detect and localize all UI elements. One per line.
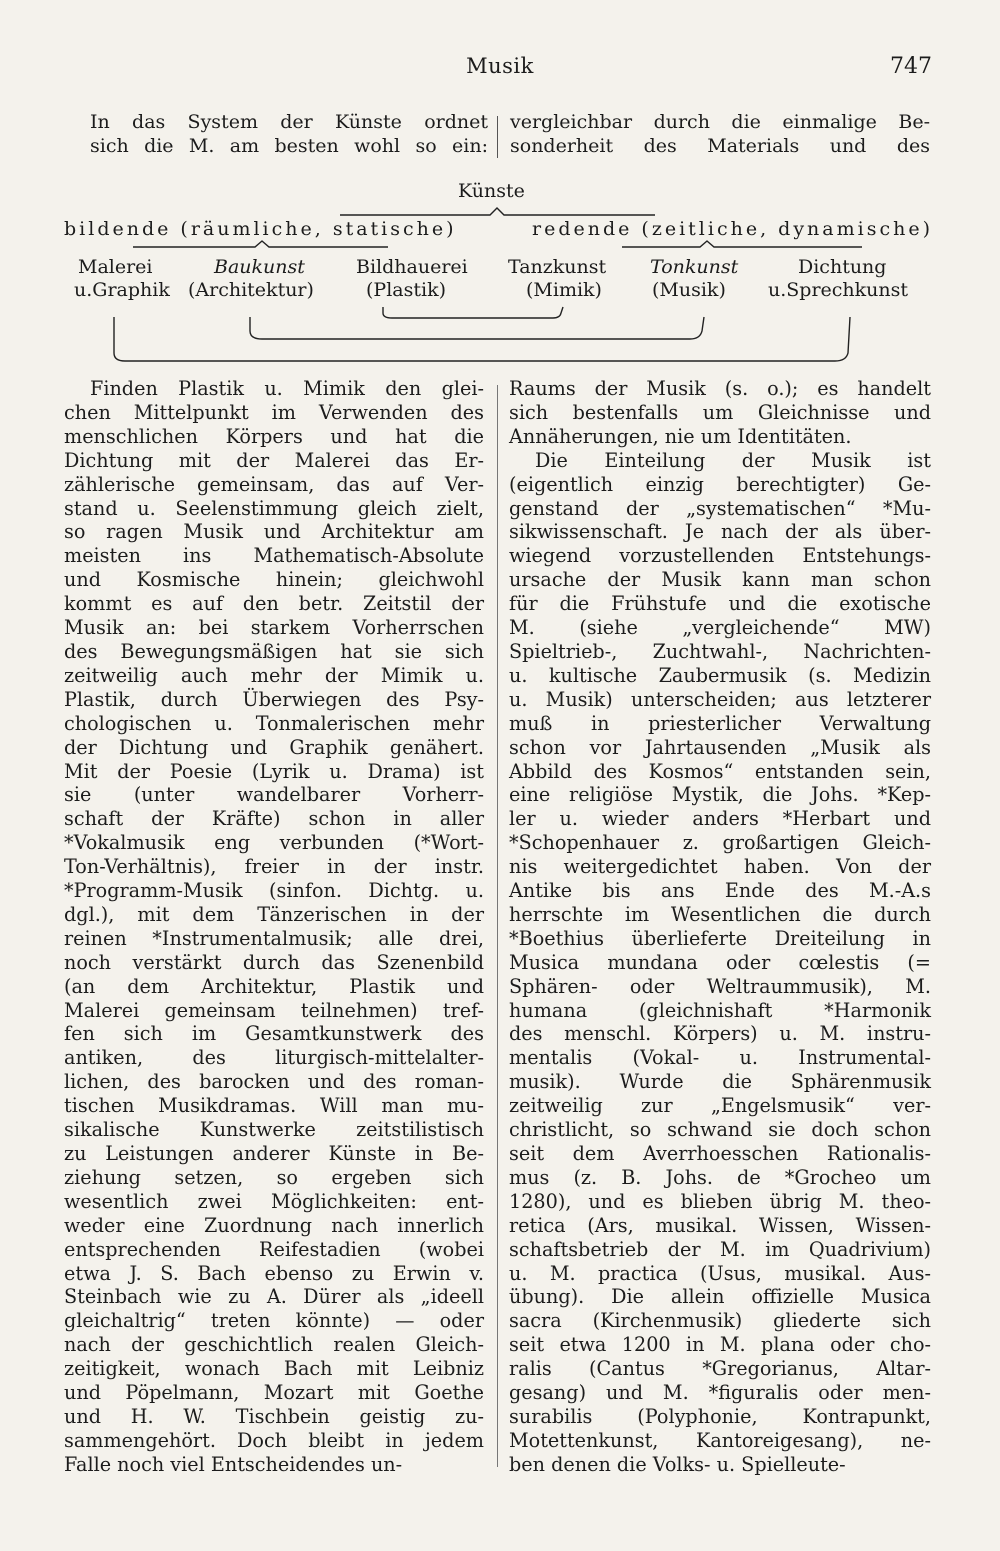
text-line: ralis (Cantus *Gregorianus, Altar- bbox=[509, 1357, 931, 1381]
text-line: Sphären- oder Weltraummusik), M. bbox=[509, 974, 931, 998]
text-line: humana (gleichnishaft *Harmonik bbox=[509, 998, 931, 1022]
text-line: stand u. Seelenstimmung gleich zielt, bbox=[64, 496, 484, 520]
intro-column-divider bbox=[497, 116, 498, 158]
text-line: Musica mundana oder cœlestis (= bbox=[509, 950, 931, 974]
text-line: musik). Wurde die Sphärenmusik bbox=[509, 1070, 931, 1094]
text-line: sikwissenschaft. Je nach der als über- bbox=[509, 520, 931, 544]
intro-right-text bbox=[510, 110, 930, 158]
intro-left-text bbox=[90, 110, 488, 158]
text-line: (eigentlich einzig berechtigter) Ge- bbox=[509, 472, 931, 496]
text-line: *Boethius überlieferte Dreiteilung in bbox=[509, 926, 931, 950]
diagram-item-baukunst: Baukunst bbox=[214, 256, 305, 278]
column-divider bbox=[497, 385, 498, 1467]
text-line: u. M. practica (Usus, musikal. Aus- bbox=[509, 1261, 931, 1285]
diagram-item-tanzkunst-sub: (Mimik) bbox=[526, 279, 602, 301]
right-group-brace bbox=[622, 241, 862, 247]
text-line: kommt es auf den betr. Zeitstil der bbox=[64, 592, 484, 616]
diagram-right-group-label: redende (zeitliche, dynamische) bbox=[532, 218, 933, 240]
text-line: noch verstärkt durch das Szenenbild bbox=[64, 950, 484, 974]
text-line: sich bestenfalls um Gleichnisse und bbox=[509, 400, 931, 424]
text-line: Motettenkunst, Kantoreigesang), ne- bbox=[509, 1428, 931, 1452]
text-line: weder eine Zuordnung nach innerlich bbox=[64, 1213, 484, 1237]
text-line: (an dem Architektur, Plastik und bbox=[64, 974, 484, 998]
root-brace bbox=[340, 208, 655, 215]
diagram-item-baukunst-sub: (Architektur) bbox=[188, 279, 314, 301]
text-line: Steinbach wie zu A. Dürer als „ideell bbox=[64, 1285, 484, 1309]
text-line: meisten ins Mathematisch-Absolute bbox=[64, 544, 484, 568]
text-line: tischen Musikdramas. Will man mu- bbox=[64, 1094, 484, 1118]
text-line: nis weitergedichtet haben. Von der bbox=[509, 855, 931, 879]
text-line: Plastik, durch Überwiegen des Psy- bbox=[64, 687, 484, 711]
text-line: retica (Ars, musikal. Wissen, Wissen- bbox=[509, 1213, 931, 1237]
text-line: eine religiöse Mystik, die Johs. *Kep- bbox=[509, 783, 931, 807]
diagram-item-dichtung: Dichtung bbox=[798, 256, 887, 278]
text-line: Abbild des Kosmos“ entstanden sein, bbox=[509, 759, 931, 783]
text-line: *Vokalmusik eng verbunden (*Wort- bbox=[64, 831, 484, 855]
text-line: mus (z. B. Johs. de *Grocheo um bbox=[509, 1165, 931, 1189]
text-line: Musik an: bei starkem Vorherrschen bbox=[64, 616, 484, 640]
text-line: herrschte im Wesentlichen die durch bbox=[509, 902, 931, 926]
right-text-column bbox=[509, 377, 931, 1477]
text-line: sacra (Kirchenmusik) gliederte sich bbox=[509, 1309, 931, 1333]
text-line: Spieltrieb-, Zuchtwahl-, Nachrichten- bbox=[509, 639, 931, 663]
text-line: ben denen die Volks- u. Spielleute- bbox=[509, 1452, 846, 1476]
text-line: der Dichtung und Graphik genähert. bbox=[64, 735, 484, 759]
diagram-item-malerei-sub: u.Graphik bbox=[74, 279, 170, 301]
text-line: Antike bis ans Ende des M.-A.s bbox=[509, 879, 931, 903]
text-line: Malerei gemeinsam teilnehmen) tref- bbox=[64, 998, 484, 1022]
text-line: sie (unter wandelbarer Vorherr- bbox=[64, 783, 484, 807]
text-line: zeitigkeit, wonach Bach mit Leibniz bbox=[64, 1357, 484, 1381]
text-line: surabilis (Polyphonie, Kontrapunkt, bbox=[509, 1404, 931, 1428]
page-header-title: Musik bbox=[466, 54, 534, 78]
text-line: chologischen u. Tonmalerischen mehr bbox=[64, 711, 484, 735]
text-line: schaft der Kräfte) schon in aller bbox=[64, 807, 484, 831]
left-group-brace bbox=[133, 241, 388, 247]
text-line: M. (siehe „vergleichende“ MW) bbox=[509, 616, 931, 640]
text-line: Finden Plastik u. Mimik den glei- bbox=[90, 377, 484, 400]
text-line: für die Frühstufe und die exotische bbox=[509, 592, 931, 616]
text-line: *Programm-Musik (sinfon. Dichtg. u. bbox=[64, 879, 484, 903]
text-line: zeitweilig zur „Engelsmusik“ ver- bbox=[509, 1094, 931, 1118]
text-line: menschlichen Körpers und hat die bbox=[64, 424, 484, 448]
text-line: ziehung setzen, so ergeben sich bbox=[64, 1165, 484, 1189]
connector-baukunst-tonkunst bbox=[250, 317, 704, 339]
diagram-item-tonkunst: Tonkunst bbox=[650, 256, 739, 278]
diagram-item-tonkunst-sub: (Musik) bbox=[652, 279, 726, 301]
text-line: u. Musik) unterscheiden; aus letzterer bbox=[509, 687, 931, 711]
text-line: Raums der Musik (s. o.); es handelt bbox=[509, 377, 931, 400]
text-line: des Bewegungsmäßigen hat sie sich bbox=[64, 639, 484, 663]
text-line: ler u. wieder anders *Herbart und bbox=[509, 807, 931, 831]
text-line: zählerische gemeinsam, das auf Ver- bbox=[64, 472, 484, 496]
text-line: reinen *Instrumentalmusik; alle drei, bbox=[64, 926, 484, 950]
text-line: sammengehört. Doch bleibt in jedem bbox=[64, 1428, 484, 1452]
text-line: christlicht, so schwand sie doch schon bbox=[509, 1118, 931, 1142]
text-line: etwa J. S. Bach ebenso zu Erwin v. bbox=[64, 1261, 484, 1285]
diagram-item-tanzkunst: Tanzkunst bbox=[508, 256, 607, 278]
text-line: wiegend vorzustellenden Entstehungs- bbox=[509, 544, 931, 568]
text-line: fen sich im Gesamtkunstwerk des bbox=[64, 1022, 484, 1046]
text-line: seit dem Averrhoesschen Rationalis- bbox=[509, 1142, 931, 1165]
text-line: antiken, des liturgisch-mittelalter- bbox=[64, 1046, 484, 1070]
text-line: mentalis (Vokal- u. Instrumental- bbox=[509, 1046, 931, 1070]
text-line: zu Leistungen anderer Künste in Be- bbox=[64, 1142, 484, 1165]
text-line: und Kosmische hinein; gleichwohl bbox=[64, 568, 484, 592]
text-line: des menschl. Körpers) u. M. instru- bbox=[509, 1022, 931, 1046]
text-line: und H. W. Tischbein geistig zu- bbox=[64, 1404, 484, 1428]
text-line: ursache der Musik kann man schon bbox=[509, 568, 931, 592]
text-line: Mit der Poesie (Lyrik u. Drama) ist bbox=[64, 759, 484, 783]
text-line: und Pöpelmann, Mozart mit Goethe bbox=[64, 1381, 484, 1405]
text-line: entsprechenden Reifestadien (wobei bbox=[64, 1237, 484, 1261]
diagram-left-group-label: bildende (räumliche, statische) bbox=[64, 218, 457, 240]
text-line: Ton-Verhältnis), freier in der instr. bbox=[64, 855, 484, 879]
text-line: chen Mittelpunkt im Verwenden des bbox=[64, 400, 484, 424]
connector-plastik-mimik bbox=[383, 307, 563, 318]
page-number: 747 bbox=[890, 54, 932, 79]
text-line: 1280), und es blieben übrig M. theo- bbox=[509, 1189, 931, 1213]
diagram-root-label: Künste bbox=[458, 180, 525, 202]
text-line: genstand der „systematischen“ *Mu- bbox=[509, 496, 931, 520]
diagram-item-dichtung-sub: u.Sprechkunst bbox=[768, 279, 909, 301]
arts-classification-diagram bbox=[0, 175, 1000, 375]
text-line: nach der geschichtlich realen Gleich- bbox=[64, 1333, 484, 1357]
text-line: wesentlich zwei Möglichkeiten: ent- bbox=[64, 1189, 484, 1213]
diagram-item-bildhauerei-sub: (Plastik) bbox=[366, 279, 446, 301]
text-line: zeitweilig auch mehr der Mimik u. bbox=[64, 663, 484, 687]
intro-line: sich die M. am besten wohl so ein: bbox=[90, 135, 488, 157]
diagram-item-bildhauerei: Bildhauerei bbox=[356, 256, 468, 278]
text-line: Falle noch viel Entscheidendes un- bbox=[64, 1452, 403, 1476]
text-line: u. kultische Zaubermusik (s. Medizin bbox=[509, 663, 931, 687]
text-line: dgl.), mit dem Tänzerischen in der bbox=[64, 902, 484, 926]
text-line: lichen, des barocken und des roman- bbox=[64, 1070, 484, 1094]
text-line: Dichtung mit der Malerei das Er- bbox=[64, 448, 484, 472]
text-line: Die Einteilung der Musik ist bbox=[535, 448, 931, 472]
text-line: sikalische Kunstwerke zeitstilistisch bbox=[64, 1118, 484, 1142]
text-line: Annäherungen, nie um Identitäten. bbox=[509, 424, 852, 448]
intro-line: vergleichbar durch die einmalige Be- bbox=[510, 111, 930, 133]
text-line: seit etwa 1200 in M. plana oder cho- bbox=[509, 1333, 931, 1357]
intro-line: sonderheit des Materials und des bbox=[510, 135, 930, 157]
text-line: *Schopenhauer z. großartigen Gleich- bbox=[509, 831, 931, 855]
text-line: schaftsbetrieb der M. im Quadrivium) bbox=[509, 1237, 931, 1261]
left-text-column bbox=[64, 377, 484, 1477]
text-line: so ragen Musik und Architektur am bbox=[64, 520, 484, 544]
text-line: gesang) und M. *figuralis oder men- bbox=[509, 1381, 931, 1405]
diagram-item-malerei: Malerei bbox=[78, 256, 153, 278]
text-line: muß in priesterlicher Verwaltung bbox=[509, 711, 931, 735]
text-line: übung). Die allein offizielle Musica bbox=[509, 1285, 931, 1309]
text-line: gleichaltrig“ treten könnte) — oder bbox=[64, 1309, 484, 1333]
intro-line: In das System der Künste ordnet bbox=[90, 111, 488, 133]
text-line: schon vor Jahrtausenden „Musik als bbox=[509, 735, 931, 759]
